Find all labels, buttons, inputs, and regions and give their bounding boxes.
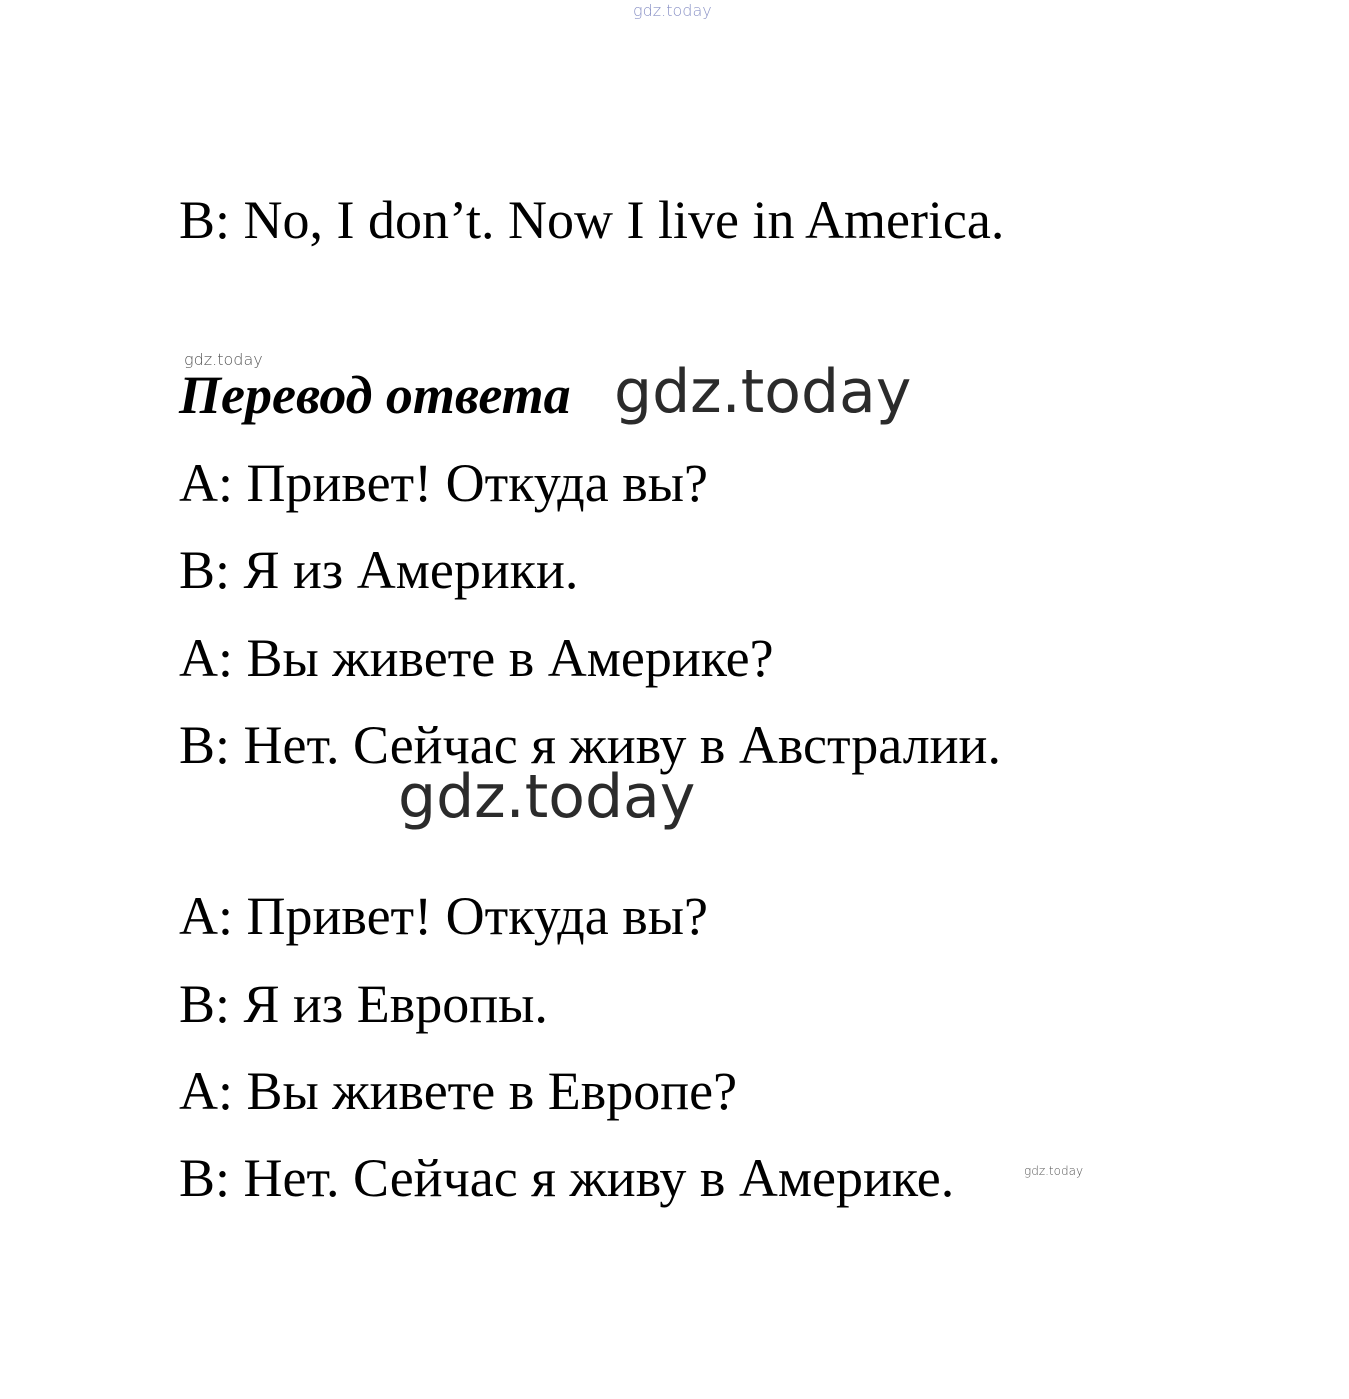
watermark-large: gdz.today [614,357,912,427]
dialog-1-line-3: A: Вы живете в Америке? [179,628,774,688]
watermark-large-middle: gdz.today [398,762,696,832]
dialog-2-line-4: B: Нет. Сейчас я живу в Америке. [179,1148,955,1208]
english-dialog-line: B: No, I don’t. Now I live in America. [179,190,1005,250]
watermark-small-left: gdz.today [184,350,263,369]
watermark-small-right: gdz.today [1024,1164,1084,1178]
dialog-2-line-3: A: Вы живете в Европе? [179,1061,738,1121]
translation-heading: Перевод ответа [179,365,571,425]
dialog-2-line-2: B: Я из Европы. [179,974,548,1034]
watermark-top: gdz.today [633,1,712,20]
dialog-1-line-2: B: Я из Америки. [179,540,579,600]
dialog-1-line-4: B: Нет. Сейчас я живу в Австралии. [179,715,1001,775]
dialog-2-line-1: A: Привет! Откуда вы? [179,886,708,946]
dialog-1-line-1: A: Привет! Откуда вы? [179,453,708,513]
